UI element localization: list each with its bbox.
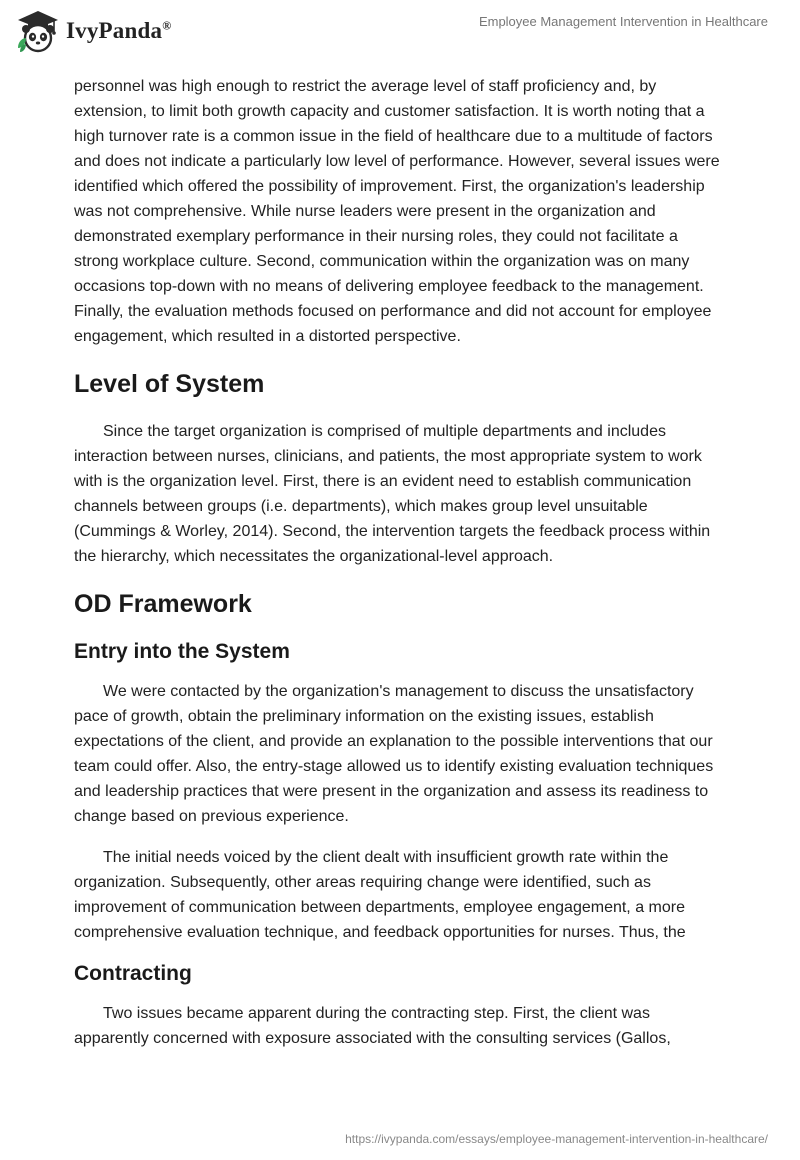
heading-entry-into-system: Entry into the System [74, 640, 290, 663]
page-header [0, 0, 800, 70]
source-url-link[interactable]: https://ivypanda.com/essays/employee-management-intervention-in-healthcare/ [345, 1132, 768, 1146]
paragraph-contracting: Two issues became apparent during the contracting step. First, the client was apparently concerned with exposure associated with the consulting services (Gallos, [74, 1005, 671, 1047]
paragraph-entry-1: We were contacted by the organization's management to discuss the unsatisfactory pace of growth, obtain the preliminary information on the existing issues, establish expectations of the client, and provide an explanation to the possible interventions that our team could offer. Also, the entry-stage allowed us to identify existing evaluation techniques and leadership practices that were present in the organization and assess its readiness to change based on previous experience. [74, 683, 714, 825]
paragraph-level-of-system: Since the target organization is comprised of multiple departments and includes interaction between nurses, clinicians, and patients, the most appropriate system to work with is the organization level. First, there is an evident need to establish communication channels between groups (i.e. departments), which makes group level unsuitable (Cummings & Worley, 2014). Second, the intervention targets the feedback process within the hierarchy, which necessitates the organizational-level approach. [74, 423, 711, 565]
essay-content [74, 74, 724, 1067]
paragraph-intro: personnel was high enough to restrict the average level of staff proficiency and, by extension, to limit both growth capacity and customer satisfaction. It is worth noting that a high turnover rate is a common issue in the field of healthcare due to a multitude of factors and does not indicate a particularly low level of performance. However, several issues were identified which offered the possibility of improvement. First, the organization's leadership was not comprehensive. While nurse leaders were present in the organization and demonstrated exemplary performance in their nursing roles, they could not facilitate a strong workplace culture. Second, communication within the organization was on many occasions top-down with no means of delivering employee feedback to the management. Finally, the evaluation methods focused on performance and did not account for employee engagement, which resulted in a distorted perspective. [74, 78, 720, 345]
document-running-title: Employee Management Intervention in Healthcare [478, 14, 768, 29]
paragraph-entry-2: The initial needs voiced by the client dealt with insufficient growth rate within the organization. Subsequently, other areas requiring change were identified, such as improvement of communication between departments, employee engagement, a more comprehensive evaluation technique, and feedback opportunities for nurses. Thus, the [74, 849, 686, 941]
panda-graduation-icon [14, 8, 60, 54]
heading-od-framework: OD Framework [74, 590, 252, 618]
logo-text: IvyPanda® [66, 18, 172, 43]
ivypanda-logo[interactable] [14, 8, 171, 54]
heading-contracting: Contracting [74, 962, 192, 985]
heading-level-of-system: Level of System [74, 370, 265, 398]
